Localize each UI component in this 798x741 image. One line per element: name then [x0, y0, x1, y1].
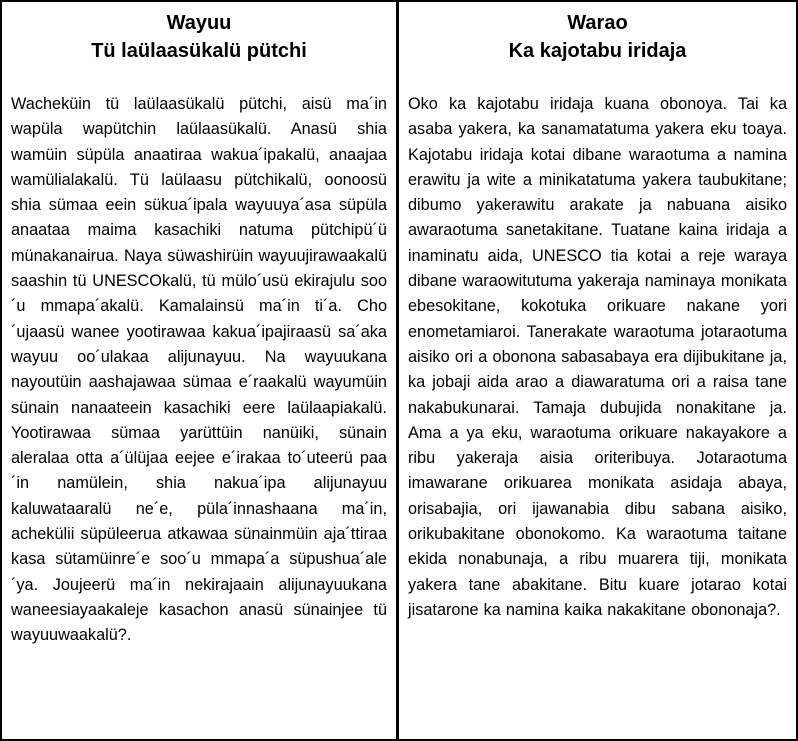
- column-wayuu-subtitle: Tü laülaasükalü pütchi: [91, 40, 307, 62]
- column-wayuu-body: Wacheküin tü laülaasükalü pütchi, aisü ma´in wapüla wapütchin laülaasükalü. Anasü shia wamüin süpüla anaatiraa wakua´ipakalü, anaajaa wamülialakalü. Tü laülaasu pütchikalü, oonoosü shia sümaa eein sükua´ipala wayuuya´asa süpüla anaataa maima kasachiki natuma pütchipü´ü münakanairua. Naya süwashirüin wayuujirawaakalü saashin tü UNESCOkalü, tü mülo´usü ekirajulu soo´u mmapa´akalü. Kamalainsü ma´in ti´a. Cho´ujaasü wanee yootirawaa kakua´ipajiraasü sa´aka wayuu oo´ulakaa alijunayuu. Na wayuukana nayoutüin aashajawaa sümaa e´raakalü wayumüin sünain nanaateein kasachiki eere laülaapiakalü. Yootirawaa sümaa yarüttüin nanüiki, sünain aleralaa otta a´ülüjaa eejee e´irakaa to´uteerü paa´in namülein, shia nakua´ipa alijunayuu kaluwataaralü ne´e, püla´innashaana ma´in, achekülii süpüleerua atkawaa sünainmüin aja´ttiraa kasa sütamüinre´e soo´u mmapa´a süpushua´ale´ya. Joujeerü ma´in nekirajaain alijunayuukana waneesiayaakaleje kasachon anasü sünainjee tü wayuuwaakalü?.: [11, 95, 387, 645]
- column-wayuu: [2, 2, 399, 739]
- column-warao: [399, 2, 796, 739]
- column-warao-body: Oko ka kajotabu iridaja kuana obonoya. Tai ka asaba yakera, ka sanamatatuma yakera eku toaya. Kajotabu iridaja kotai dibane waraotuma a namina erawitu ja wite a minikatatuma yakera taubukitane; dibumo yakerawitu arakate ja nabuana aisiko awaraotuma sanetakitane. Tuatane kaina iridaja a inaminatu aida, UNESCO tia kotai a reje waraya dibane waraowitutuma yakeraja naminaya monikata ebesokitane, kokotuka orikuare nakane yori enometamiaroi. Tanerakate waraotuma jotaraotuma aisiko ori a obonona sabasabaya era dijibukitane ja, ka jobaji aida arao a diawaratuma ori a raisa tane nakabukunarai. Tamaja dubujida nonakitane ja. Ama a ya eku, waraotuma orikuare nakayakore a ribu yakeraja aisia oriteribuya. Jotaraotuma imawarane orikuarea monikata asidaja abaya, orisabajia, ori ijawanabia dibu sabana aisiko, orikubakitane obonokomo. Ka waraotuma taitane ekida nonabunaja, a ribu muarera tiji, monikata yakera tane abakitane. Bitu kuare jotarao kotai jisatarone ka namina kaika nakakitane obononaja?.: [408, 95, 787, 619]
- column-warao-subtitle: Ka kajotabu iridaja: [508, 40, 687, 62]
- column-warao-title: Warao: [567, 12, 628, 34]
- column-wayuu-title: Wayuu: [166, 12, 232, 34]
